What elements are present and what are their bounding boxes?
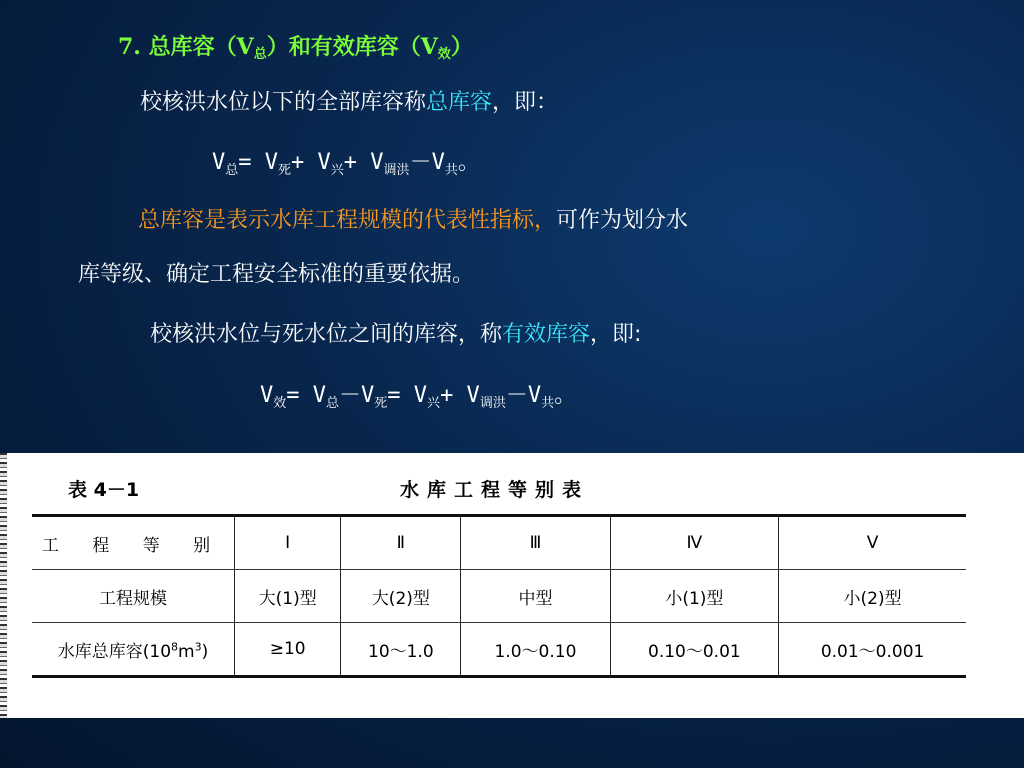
f2-end: 。 [554,383,577,408]
title-sub-total: 总 [253,47,267,62]
paragraph-line-2 [78,257,474,288]
f2-s1: 效 [273,396,287,411]
line3-highlight: 有效库容 [502,322,591,347]
f1-s4: 调洪 [383,163,410,178]
f1-v1: V [212,150,226,175]
table-cell: 工程规模 [32,570,235,623]
table-cell: Ⅲ [461,516,610,570]
scan-edge [0,453,7,718]
f1-a4: －V [409,150,445,175]
capacity-label-b: m [178,641,195,662]
table-cell: Ⅴ [779,516,966,570]
para-rest2: 库等级、确定工程安全标准的重要依据。 [78,262,475,287]
line3-text: 校核洪水位与死水位之间的库容，称 [150,322,503,347]
table-cell: 小(1)型 [610,570,779,623]
f2-s2: 总 [326,396,340,411]
table-cell: 1.0～0.10 [461,623,610,677]
f2-s4: 兴 [427,396,441,411]
table-cell: 工 程 等 别 [32,516,235,570]
table-caption: 表 4－1 [68,479,140,501]
reservoir-grade-table [32,514,966,678]
f2-a5: －V [505,383,542,408]
capacity-label-a: 水库总库容(10 [57,641,172,662]
table-cell: 中型 [461,570,610,623]
formula-effective-capacity [260,378,576,411]
f1-a3: + V [343,150,384,175]
table-cell: ≥10 [235,623,341,677]
f2-a1: = V [286,383,327,408]
f2-v1: V [260,383,274,408]
f1-s3: 兴 [330,163,344,178]
title-prefix: 7. 总库容（V [118,34,254,60]
reservoir-grade-table-panel [0,453,1024,718]
f2-s3: 死 [374,396,388,411]
para-highlight: 总库容是表示水库工程规模的代表性指标， [138,208,557,233]
table-row [32,570,966,623]
table-cell-capacity-label [32,623,235,677]
capacity-label-exp1: 8 [171,639,179,653]
line1-highlight: 总库容 [426,90,493,115]
paragraph-line-1 [138,203,688,234]
f1-end: 。 [457,150,480,175]
table-cell: Ⅳ [610,516,779,570]
table-cell: 0.10～0.01 [610,623,779,677]
table-title: 水库工程等别表 [400,479,590,501]
formula-total-capacity [212,145,480,178]
f2-s6: 共 [541,396,555,411]
f2-a3: = V [387,383,428,408]
f2-s5: 调洪 [479,396,506,411]
table-row [32,623,966,677]
f1-a1: = V [238,150,279,175]
f2-a4: + V [440,383,480,408]
f1-a2: + V [291,150,331,175]
table-cell: 大(2)型 [341,570,461,623]
definition-total-capacity [140,85,558,116]
para-rest1: 可作为划分水 [556,208,689,233]
table-cell: 0.01～0.001 [779,623,966,677]
title-suffix: ） [450,34,473,60]
capacity-label-exp2: 3 [194,639,202,653]
line3-end: ，即: [590,322,642,347]
table-cell: Ⅰ [235,516,341,570]
table-cell: 大(1)型 [235,570,341,623]
slide-title [118,30,473,62]
capacity-label-c: ) [201,641,209,662]
f2-a2: －V [339,383,375,408]
definition-effective-capacity [150,317,641,348]
table-cell: 10～1.0 [341,623,461,677]
table-row [32,516,966,570]
table-cell: 小(2)型 [779,570,966,623]
line1-text: 校核洪水位以下的全部库容称 [140,90,427,115]
title-middle: ）和有效库容（V [266,34,438,60]
f1-s2: 死 [278,163,292,178]
f1-s1: 总 [225,163,239,178]
table-cell: Ⅱ [341,516,461,570]
title-sub-effective: 效 [437,47,451,62]
line1-end: ，即： [492,90,559,115]
f1-s5: 共 [444,163,458,178]
